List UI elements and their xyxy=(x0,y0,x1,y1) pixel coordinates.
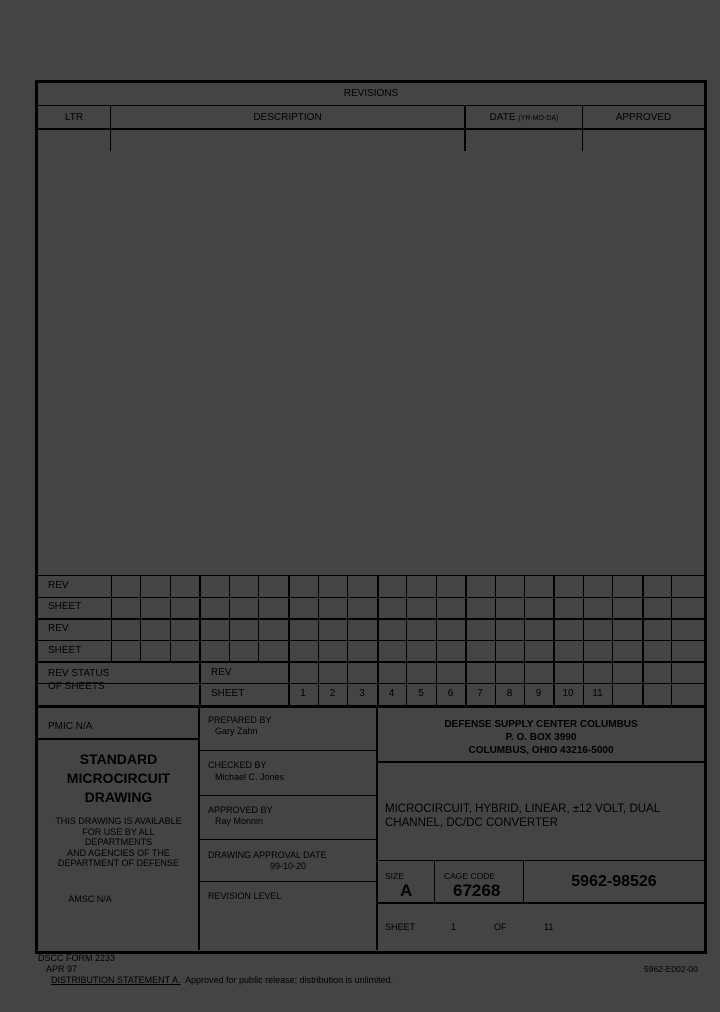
rev-status-label: REV STATUS OF SHEETS xyxy=(48,668,110,692)
sheet-value: 1 xyxy=(451,922,457,932)
sheet-number: 9 xyxy=(535,688,542,699)
grid-line xyxy=(229,575,230,661)
grid-line xyxy=(553,575,555,705)
approved-by-name: Ray Monnin xyxy=(215,816,264,826)
prepared-by-label: PREPARED BY xyxy=(208,715,272,725)
grid-row-label-sheet: SHEET xyxy=(48,645,82,656)
document-code: 5962-E002-00 xyxy=(644,964,698,974)
grid-line xyxy=(111,575,112,661)
form-number: DSCC FORM 2233 xyxy=(38,953,116,963)
column-header-approved: APPROVED xyxy=(615,112,672,123)
grid-line xyxy=(465,575,467,705)
grid-line xyxy=(170,575,171,661)
size-label: SIZE xyxy=(385,871,404,881)
divider xyxy=(199,881,377,882)
date-label: DATE xyxy=(489,112,516,123)
approval-date-value: 99-10-20 xyxy=(270,861,307,871)
sheet-number: 6 xyxy=(447,688,454,699)
sheet-number: 11 xyxy=(592,688,603,699)
grid-line xyxy=(436,575,437,705)
sheet-number: 7 xyxy=(477,688,483,699)
grid-line xyxy=(524,575,525,705)
checked-by-label: CHECKED BY xyxy=(208,760,267,770)
sheet-number: 5 xyxy=(418,688,424,699)
grid-line xyxy=(671,575,672,705)
divider xyxy=(434,860,435,902)
sheet-number: 10 xyxy=(562,688,574,699)
grid-line xyxy=(38,597,704,598)
grid-line xyxy=(406,575,407,705)
cage-code-value: 67268 xyxy=(453,881,501,900)
column-header-description: DESCRIPTION xyxy=(253,112,322,123)
grid-line xyxy=(377,575,379,705)
drawing-type-title: STANDARD MICROCIRCUIT DRAWING xyxy=(66,751,171,805)
grid-line xyxy=(642,575,644,705)
date-format: (YR-MO-DA) xyxy=(518,115,559,122)
of-label: OF xyxy=(494,922,507,932)
checked-by-name: Michael C. Jones xyxy=(215,772,285,782)
sheet-number: 3 xyxy=(359,688,365,699)
divider xyxy=(377,860,704,861)
grid-line xyxy=(612,575,613,705)
of-value: 11 xyxy=(544,922,554,932)
grid-line xyxy=(38,661,704,663)
divider xyxy=(38,738,199,740)
divider xyxy=(199,795,377,796)
drawing-number: 5962-98526 xyxy=(571,873,657,890)
revisions-title: REVISIONS xyxy=(343,88,399,99)
sheet-number: 8 xyxy=(506,688,513,699)
grid-line xyxy=(38,683,704,684)
sheet-number: 1 xyxy=(300,688,306,699)
divider xyxy=(199,839,377,840)
grid-line xyxy=(140,575,141,661)
cage-code-label: CAGE CODE xyxy=(444,871,496,881)
grid-line xyxy=(318,575,319,705)
size-value: A xyxy=(400,881,413,900)
sheet-number: 4 xyxy=(388,688,395,699)
grid-line xyxy=(199,575,201,705)
column-header-date xyxy=(466,112,582,125)
sheet-label: SHEET xyxy=(385,922,416,932)
grid-line xyxy=(347,575,348,705)
grid-row-label-sheet: SHEET xyxy=(48,601,82,612)
distribution-statement-text: Approved for public release; distribution is unlimited. xyxy=(180,975,394,985)
column-header-ltr: LTR xyxy=(64,112,84,123)
approved-by-label: APPROVED BY xyxy=(208,805,273,815)
agency-address: DEFENSE SUPPLY CENTER COLUMBUS P. O. BOX 3990 COLUMBUS, OHIO 43216-5000 xyxy=(444,719,638,756)
sheet-number: 2 xyxy=(329,688,336,699)
distribution-statement xyxy=(51,975,393,986)
status-rev-label: REV xyxy=(211,667,232,678)
prepared-by-name: Gary Zahn xyxy=(215,726,258,736)
divider xyxy=(199,750,377,751)
drawing-title: MICROCIRCUIT, HYBRID, LINEAR, ±12 VOLT, DUAL CHANNEL, DC/DC CONVERTER xyxy=(385,803,661,829)
divider xyxy=(377,761,704,763)
status-sheet-label: SHEET xyxy=(211,688,245,699)
grid-line xyxy=(583,575,584,705)
approval-date-label: DRAWING APPROVAL DATE xyxy=(208,850,327,860)
amsc-label: AMSC N/A xyxy=(68,894,112,904)
grid-row-label-rev: REV xyxy=(48,580,69,591)
grid-line xyxy=(288,575,290,705)
grid-line xyxy=(38,575,704,576)
distribution-statement-title: DISTRIBUTION STATEMENT A. xyxy=(51,975,181,985)
availability-statement: THIS DRAWING IS AVAILABLE FOR USE BY ALL DEPARTMENTS AND AGENCIES OF THE DEPARTMENT OF DEFENSE xyxy=(55,816,182,868)
grid-line xyxy=(38,640,704,641)
grid-row-label-rev: REV xyxy=(48,623,69,634)
revision-level-label: REVISION LEVEL xyxy=(208,891,282,901)
grid-line xyxy=(495,575,496,705)
pmic-label: PMIC N/A xyxy=(48,721,93,732)
grid-line xyxy=(38,618,704,620)
divider xyxy=(38,128,704,130)
form-date: APR 97 xyxy=(46,964,78,974)
grid-line xyxy=(38,705,704,708)
grid-line xyxy=(258,575,259,661)
divider xyxy=(377,902,704,904)
divider xyxy=(38,105,704,106)
